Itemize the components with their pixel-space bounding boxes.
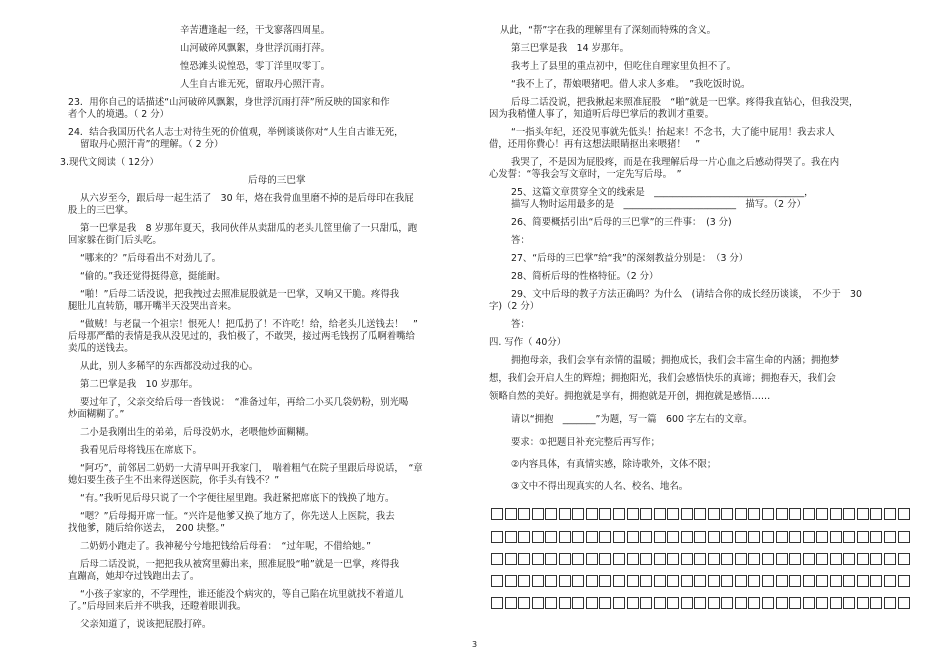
right-text-line: 拥抱母亲，我们会享有亲情的温暖；拥抱成长，我们会丰富生命的内涵；拥抱梦 <box>511 355 840 366</box>
essay-grid-cell[interactable] <box>830 508 842 520</box>
essay-grid-cell[interactable] <box>789 575 801 587</box>
right-text-line: 想，我们会开启人生的辉煌；拥抱阳光，我们会感悟快乐的真谛；拥抱春天，我们会 <box>489 373 836 384</box>
essay-grid-cell[interactable] <box>721 508 733 520</box>
left-text-line: 辛苦遭逢起一经，干戈寥落四周星。 <box>180 25 331 36</box>
right-text-line: 从此，“帮”字在我的理解里有了深刻而特殊的含义。 <box>500 25 716 36</box>
essay-grid-cell[interactable] <box>640 508 652 520</box>
essay-grid-cell[interactable] <box>830 531 842 543</box>
essay-grid-cell[interactable] <box>545 597 557 609</box>
left-text-line: 直蹦高，她却夺过钱跑出去了。 <box>68 571 200 582</box>
essay-grid-cell[interactable] <box>843 597 855 609</box>
essay-grid-cell[interactable] <box>857 508 869 520</box>
essay-grid-cell[interactable] <box>654 553 666 565</box>
essay-grid-cell[interactable] <box>762 553 774 565</box>
essay-grid-cell[interactable] <box>572 553 584 565</box>
essay-grid-cell[interactable] <box>586 553 598 565</box>
essay-grid-cell[interactable] <box>776 575 788 587</box>
essay-grid-cell[interactable] <box>532 553 544 565</box>
essay-grid-cell[interactable] <box>762 531 774 543</box>
right-text-line: 请以“拥抱 _______”为题，写一篇 600 字左右的文章。 <box>511 414 753 425</box>
essay-grid-cell[interactable] <box>613 553 625 565</box>
essay-grid-cell[interactable] <box>748 597 760 609</box>
right-text-line: 25、这篇文章贯穿全文的线索是 ________________________________， <box>511 187 814 198</box>
essay-grid-cell[interactable] <box>843 531 855 543</box>
essay-grid-cell[interactable] <box>681 531 693 543</box>
essay-grid-cell[interactable] <box>776 553 788 565</box>
essay-grid-cell[interactable] <box>491 553 503 565</box>
essay-grid-cell[interactable] <box>816 508 828 520</box>
essay-grid-cell[interactable] <box>518 508 530 520</box>
essay-grid-cell[interactable] <box>721 575 733 587</box>
essay-grid-cell[interactable] <box>559 553 571 565</box>
left-text-line: 第一巴掌是我 8 岁那年夏天，我同伙伴从卖甜瓜的老头儿筐里偷了一只甜瓜，跑 <box>80 223 418 234</box>
essay-grid-cell[interactable] <box>518 531 530 543</box>
essay-grid-cell[interactable] <box>505 553 517 565</box>
essay-grid-cell[interactable] <box>816 597 828 609</box>
essay-grid-cell[interactable] <box>654 531 666 543</box>
essay-grid-cell[interactable] <box>708 575 720 587</box>
right-text-line: 四. 写作（ 40分） <box>489 337 567 348</box>
essay-grid-cell[interactable] <box>627 575 639 587</box>
page-number: 3 <box>472 640 478 649</box>
essay-grid-cell[interactable] <box>708 531 720 543</box>
essay-grid-cell[interactable] <box>572 597 584 609</box>
essay-grid-cell[interactable] <box>884 597 896 609</box>
essay-grid-cell[interactable] <box>735 531 747 543</box>
left-text-line: 3.现代文阅读（ 12分） <box>60 157 159 168</box>
essay-grid-cell[interactable] <box>870 531 882 543</box>
essay-grid-cell[interactable] <box>721 531 733 543</box>
essay-grid-cell[interactable] <box>559 531 571 543</box>
right-text-line: 我考上了县里的重点初中，但吃住自理家里负担不了。 <box>511 61 737 72</box>
essay-grid-cell[interactable] <box>640 531 652 543</box>
essay-grid-cell[interactable] <box>870 597 882 609</box>
essay-grid-cell[interactable] <box>694 553 706 565</box>
essay-grid-cell[interactable] <box>640 575 652 587</box>
left-text-line: 了。”后母回来后并不哄我，还瞪着眼训我。 <box>68 601 247 612</box>
essay-grid-cell[interactable] <box>803 597 815 609</box>
essay-grid-cell[interactable] <box>776 531 788 543</box>
essay-grid-cell[interactable] <box>599 531 611 543</box>
essay-grid-cell[interactable] <box>532 531 544 543</box>
right-text-line: “一指头年纪，还没见事就先低头！抬起来！不念书，大了能中屁用！我去求人 <box>511 127 835 138</box>
essay-grid-cell[interactable] <box>613 597 625 609</box>
right-text-line: 领略自然的美好。拥抱就是享有，拥抱就是开创，拥抱就是感悟…… <box>489 391 771 402</box>
left-text-line: “做贼！与老鼠一个祖宗！恨死人！把瓜扔了！不许吃！给，给老头儿送钱去！ ” <box>80 319 418 330</box>
essay-grid-cell[interactable] <box>803 531 815 543</box>
essay-grid-cell[interactable] <box>654 597 666 609</box>
left-text-line: “啪！”后母二话没说，把我拽过去照准屁股就是一巴掌，又响又干脆。疼得我 <box>80 289 400 300</box>
essay-grid-cell[interactable] <box>545 531 557 543</box>
essay-grid-cell[interactable] <box>599 597 611 609</box>
essay-grid-cell[interactable] <box>572 531 584 543</box>
essay-grid-cell[interactable] <box>789 531 801 543</box>
right-text-line: 要求：①把题目补充完整后再写作； <box>511 437 661 448</box>
essay-grid-cell[interactable] <box>532 508 544 520</box>
left-text-line: 从此，别人多稀罕的东西都没动过我的心。 <box>80 361 259 372</box>
essay-grid-cell[interactable] <box>613 575 625 587</box>
essay-grid-cell[interactable] <box>545 575 557 587</box>
essay-grid-cell[interactable] <box>640 597 652 609</box>
essay-grid-cell[interactable] <box>505 597 517 609</box>
essay-grid-cell[interactable] <box>694 531 706 543</box>
essay-grid-cell[interactable] <box>667 597 679 609</box>
left-text-line: 腿肚儿直转筋，哪开嘴半天没哭出音来。 <box>68 301 237 312</box>
left-text-line: 炒面糊糊了。” <box>68 409 125 420</box>
essay-grid-cell[interactable] <box>518 575 530 587</box>
essay-grid-cell[interactable] <box>627 531 639 543</box>
essay-grid-cell[interactable] <box>762 597 774 609</box>
essay-grid-cell[interactable] <box>667 553 679 565</box>
left-text-line: 后母的三巴掌 <box>248 175 306 186</box>
essay-grid-cell[interactable] <box>532 575 544 587</box>
right-text-line: 答： <box>511 235 530 246</box>
right-text-line: 28、简析后母的性格特征。（2 分） <box>511 271 659 282</box>
essay-grid-cell[interactable] <box>627 508 639 520</box>
essay-grid-cell[interactable] <box>748 531 760 543</box>
essay-grid-cell[interactable] <box>627 597 639 609</box>
essay-grid-cell[interactable] <box>654 508 666 520</box>
left-text-line: 找他爹，随后给你送去， 200 块整。” <box>68 523 225 534</box>
essay-grid-cell[interactable] <box>532 597 544 609</box>
essay-grid-cell[interactable] <box>505 531 517 543</box>
essay-grid-cell[interactable] <box>789 597 801 609</box>
left-text-line: 二小是我刚出生的弟弟，后母没奶水，老喂他炒面糊糊。 <box>80 427 315 438</box>
essay-grid-cell[interactable] <box>572 508 584 520</box>
essay-grid-cell[interactable] <box>681 575 693 587</box>
right-text-line: 字)（2 分） <box>489 301 540 312</box>
essay-grid-cell[interactable] <box>667 508 679 520</box>
left-text-line: 23．用你自己的话描述“山河破碎风飘絮，身世浮沉雨打萍”所反映的国家和作 <box>68 97 390 108</box>
right-text-line: 后母二话没说，把我揪起来照准屁股 “啪”就是一巴掌。疼得我直钻心，但我没哭， <box>511 97 859 108</box>
essay-grid-cell[interactable] <box>559 575 571 587</box>
right-text-line: 我哭了，不是因为屁股疼，而是在我理解后母一片心血之后感动得哭了。我在内 <box>511 157 840 168</box>
right-text-line: 26、简要概括引出“后母的三巴掌”的三件事： (3 分) <box>511 217 732 228</box>
essay-grid-cell[interactable] <box>830 597 842 609</box>
essay-grid-cell[interactable] <box>613 531 625 543</box>
essay-grid-cell[interactable] <box>491 508 503 520</box>
left-text-line: 回家躲在街门后头吃。 <box>68 235 162 246</box>
right-text-line: ③文中不得出现真实的人名、校名、地名。 <box>511 481 689 492</box>
right-text-line: 27、“后母的三巴掌”给“我”的深刻教益分别是： （3 分） <box>511 253 749 264</box>
right-text-line: 答： <box>511 319 530 330</box>
left-text-line: 后母二话没说，一把把我从被窝里薅出来，照准屁股“啪”就是一巴掌，疼得我 <box>80 559 400 570</box>
essay-grid-cell[interactable] <box>803 575 815 587</box>
essay-grid-cell[interactable] <box>681 553 693 565</box>
left-text-line: “嗯？”后母揭开席一怔。“兴许是他爹又换了地方了，你先送人上医院，我去 <box>80 511 395 522</box>
essay-grid-cell[interactable] <box>518 553 530 565</box>
essay-grid-cell[interactable] <box>884 508 896 520</box>
right-text-line: ②内容具体，有真情实感，除诗歌外，文体不限； <box>511 459 717 470</box>
essay-grid-cell[interactable] <box>898 531 910 543</box>
right-text-line: 第三巴掌是我 14 岁那年。 <box>511 43 630 54</box>
essay-grid-cell[interactable] <box>830 553 842 565</box>
essay-grid-cell[interactable] <box>572 575 584 587</box>
essay-grid-cell[interactable] <box>816 553 828 565</box>
essay-grid-cell[interactable] <box>586 597 598 609</box>
essay-grid-cell[interactable] <box>708 597 720 609</box>
left-text-line: 我看见后母将钱压在席底下。 <box>80 445 202 456</box>
essay-grid-cell[interactable] <box>559 597 571 609</box>
left-text-line: 第二巴掌是我 10 岁那年。 <box>80 379 199 390</box>
essay-grid-cell[interactable] <box>545 553 557 565</box>
essay-grid-cell[interactable] <box>776 597 788 609</box>
essay-grid-cell[interactable] <box>491 531 503 543</box>
essay-grid-cell[interactable] <box>870 508 882 520</box>
essay-grid-cell[interactable] <box>816 531 828 543</box>
essay-grid-cell[interactable] <box>762 575 774 587</box>
left-text-line: 山河破碎风飘絮，身世浮沉雨打萍。 <box>180 43 331 54</box>
essay-grid-cell[interactable] <box>708 553 720 565</box>
left-text-line: 从六岁至今，跟后母一起生活了 30 年，烙在我骨血里磨不掉的是后母印在我屁 <box>80 193 414 204</box>
essay-grid-cell[interactable] <box>505 508 517 520</box>
essay-grid-cell[interactable] <box>870 575 882 587</box>
essay-grid-cell[interactable] <box>613 508 625 520</box>
essay-grid-cell[interactable] <box>708 508 720 520</box>
left-text-line: 股上的三巴掌。 <box>68 205 134 216</box>
essay-grid-cell[interactable] <box>843 508 855 520</box>
essay-grid-cell[interactable] <box>518 597 530 609</box>
left-text-line: 人生自古谁无死，留取丹心照汗青。 <box>180 79 331 90</box>
essay-grid-cell[interactable] <box>586 575 598 587</box>
left-text-line: “偷的。”我还觉得挺得意，挺能耐。 <box>80 271 226 282</box>
essay-grid-cell[interactable] <box>667 575 679 587</box>
essay-grid-cell[interactable] <box>803 508 815 520</box>
left-text-line: 要过年了，父亲交给后母一沓钱说： “准备过年，再给二小买几袋奶粉，别光喝 <box>80 397 409 408</box>
essay-grid-cell[interactable] <box>857 575 869 587</box>
essay-grid-cell[interactable] <box>627 553 639 565</box>
essay-grid-cell[interactable] <box>898 553 910 565</box>
essay-grid-cell[interactable] <box>789 553 801 565</box>
essay-grid-cell[interactable] <box>857 531 869 543</box>
left-text-line: 留取丹心照汗青”的理解。（ 2 分） <box>80 139 224 150</box>
essay-grid-cell[interactable] <box>599 508 611 520</box>
essay-grid-cell[interactable] <box>898 575 910 587</box>
left-text-line: 卖瓜的送钱去。 <box>68 343 134 354</box>
essay-grid-cell[interactable] <box>545 508 557 520</box>
left-text-line: 二奶奶小跑走了。我神秘兮兮地把钱给后母看： “过年呢，不借给她。” <box>80 541 371 552</box>
essay-grid-cell[interactable] <box>654 575 666 587</box>
essay-grid-cell[interactable] <box>884 575 896 587</box>
essay-grid-cell[interactable] <box>884 531 896 543</box>
essay-grid-cell[interactable] <box>491 575 503 587</box>
essay-grid-cell[interactable] <box>721 597 733 609</box>
essay-grid-cell[interactable] <box>830 575 842 587</box>
left-text-line: “阿巧”，前邻居二奶奶一大清早叫开我家门， 喘着粗气在院子里跟后母说话， “章 <box>80 463 423 474</box>
essay-grid-cell[interactable] <box>748 508 760 520</box>
essay-grid-cell[interactable] <box>505 575 517 587</box>
essay-grid-cell[interactable] <box>599 575 611 587</box>
essay-grid-cell[interactable] <box>640 553 652 565</box>
essay-grid-cell[interactable] <box>735 553 747 565</box>
essay-grid-cell[interactable] <box>735 597 747 609</box>
left-text-line: “小孩子家家的，不学理性，谁还能没个病灾的，等自己陷在坑里就找不着道儿 <box>80 589 404 600</box>
essay-grid-cell[interactable] <box>681 508 693 520</box>
essay-grid-cell[interactable] <box>857 597 869 609</box>
left-text-line: “哪来的？”后母看出不对劲儿了。 <box>80 253 221 264</box>
essay-grid-cell[interactable] <box>721 553 733 565</box>
essay-grid-cell[interactable] <box>776 508 788 520</box>
essay-grid-cell[interactable] <box>694 597 706 609</box>
right-text-line: 描写人物时运用最多的是 ________________________ 描写。（2 分） <box>511 199 806 210</box>
right-text-line: 心发誓：“等我会写文章时，一定先写后母。 ” <box>489 169 682 180</box>
essay-grid-cell[interactable] <box>870 553 882 565</box>
essay-grid-cell[interactable] <box>843 553 855 565</box>
essay-grid-cell[interactable] <box>559 508 571 520</box>
essay-grid-cell[interactable] <box>884 553 896 565</box>
essay-grid-cell[interactable] <box>667 531 679 543</box>
essay-grid-cell[interactable] <box>843 575 855 587</box>
essay-grid-cell[interactable] <box>857 553 869 565</box>
left-text-line: 媳妇要生孩子生不出来得送医院，你手头有钱不？” <box>68 475 280 486</box>
left-text-line: 24．结合我国历代名人志士对待生死的价值观，举例谈谈你对“人生自古谁无死， <box>68 127 404 138</box>
right-text-line: “我不上了，帮娘喂猪吧。借人求人多难。 ”我吃饭时说。 <box>511 79 751 90</box>
essay-grid-cell[interactable] <box>735 575 747 587</box>
essay-grid-cell[interactable] <box>694 508 706 520</box>
essay-grid-cell[interactable] <box>789 508 801 520</box>
essay-grid-cell[interactable] <box>491 597 503 609</box>
left-text-line: 父亲知道了，说该把屁股打碎。 <box>80 619 212 630</box>
essay-grid-cell[interactable] <box>694 575 706 587</box>
essay-grid-cell[interactable] <box>898 597 910 609</box>
left-text-line: 者个人的境遇。（ 2 分） <box>68 109 169 120</box>
essay-grid-cell[interactable] <box>748 575 760 587</box>
right-text-line: 29、文中后母的教子方法正确吗？为什么 (请结合你的成长经历谈谈， 不少于 30 <box>511 289 862 300</box>
essay-grid-cell[interactable] <box>586 531 598 543</box>
right-text-line: 借，还用你費心！再有这想法眼睛抠出来喂猪！ ” <box>489 139 701 150</box>
essay-grid-cell[interactable] <box>748 553 760 565</box>
left-text-line: 后母那严酷的表情是我从没见过的，我怕极了，不敢哭，接过两毛钱拐了瓜啊着嘴给 <box>68 331 415 342</box>
essay-grid-cell[interactable] <box>816 575 828 587</box>
essay-grid-cell[interactable] <box>898 508 910 520</box>
left-text-line: 惶恐滩头说惶恐，零丁洋里叹零丁。 <box>180 61 331 72</box>
essay-grid-cell[interactable] <box>735 508 747 520</box>
essay-grid-cell[interactable] <box>681 597 693 609</box>
essay-grid-cell[interactable] <box>762 508 774 520</box>
right-text-line: 因为我稍懂人事了，知道听后母巴掌后的教训才重要。 <box>489 109 715 120</box>
essay-grid-cell[interactable] <box>803 553 815 565</box>
essay-grid-cell[interactable] <box>586 508 598 520</box>
essay-grid-cell[interactable] <box>599 553 611 565</box>
left-text-line: “有。”我听见后母只说了一个字便往屋里跑。我赶紧把席底下的钱换了地方。 <box>80 493 395 504</box>
